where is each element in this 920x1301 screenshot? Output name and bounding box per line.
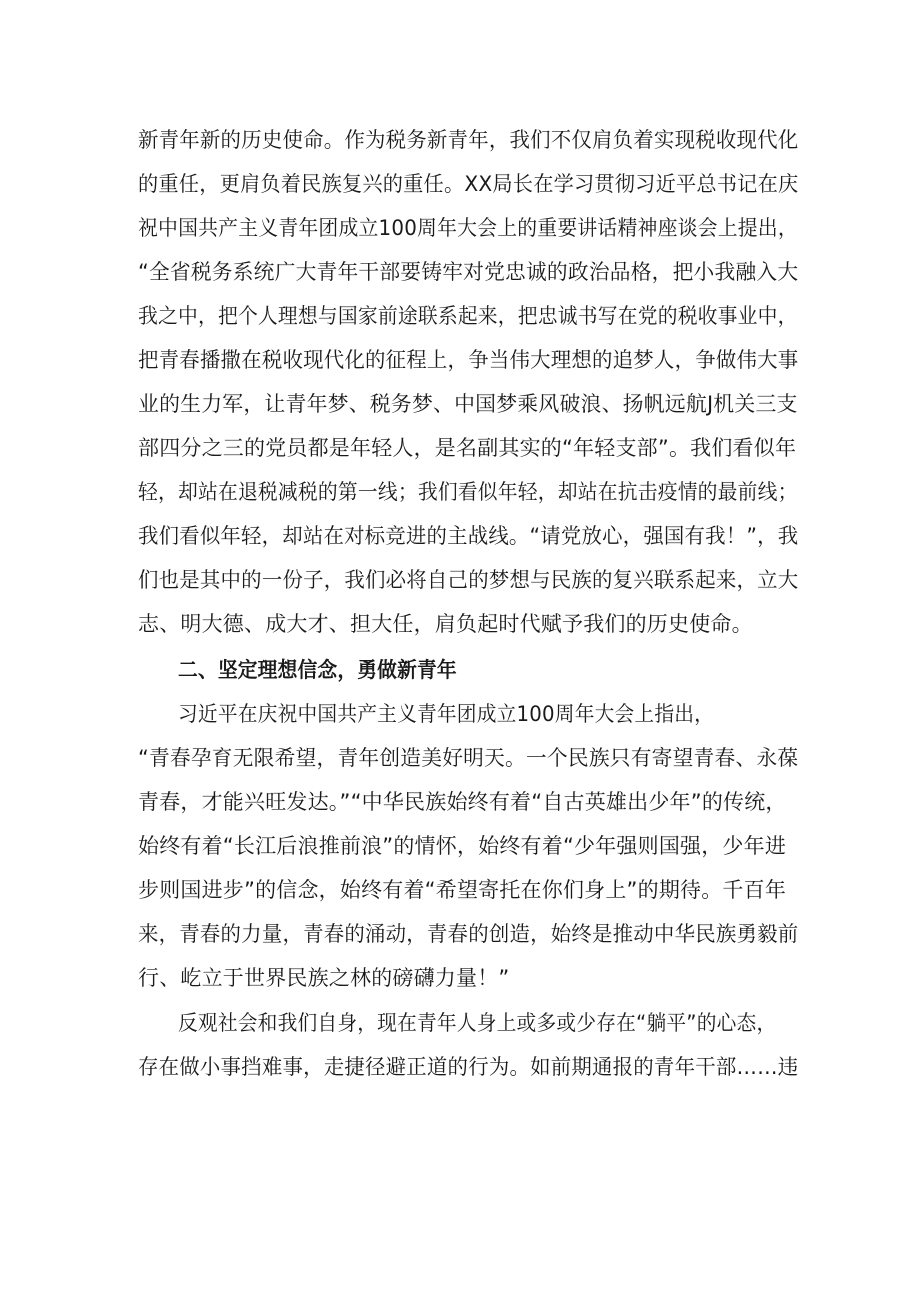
text-line: 存在做小事挡难事，走捷径避正道的行为。如前期通报的青年干部……违 [138,1055,799,1079]
text-line: 我们看似年轻，却站在对标竞进的主战线。“请党放心，强国有我！”，我 [138,524,799,548]
text-line: 行、屹立于世界民族之林的磅礴力量！” [138,966,510,990]
text-line: “青春孕育无限希望，青年创造美好明天。一个民族只有寄望青春、永葆 [138,746,799,770]
section-heading: 二、坚定理想信念，勇做新青年 [178,658,457,682]
text-line: 轻，却站在退税减税的第一线；我们看似年轻，却站在抗击疫情的最前线； [138,480,798,504]
text-line: 把青春播撒在税收现代化的征程上，争当伟大理想的追梦人，争做伟大事 [138,348,799,372]
text-line: 业的生力军，让青年梦、税务梦、中国梦乘风破浪、扬帆远航J机关三支 [138,392,798,416]
text-line: 的重任，更肩负着民族复兴的重任。XX局长在学习贯彻习近平总书记在庆 [138,172,799,196]
text-line: 们也是其中的一份子，我们必将自己的梦想与民族的复兴联系起来，立大 [138,568,799,592]
text-line: 部四分之三的党员都是年轻人，是名副其实的“年轻支部”。我们看似年 [138,436,797,460]
text-line: 步则国进步”的信念，始终有着“希望寄托在你们身上”的期待。千百年 [138,878,787,902]
text-line: 祝中国共产主义青年团成立100周年大会上的重要讲话精神座谈会上提出， [138,216,798,240]
text-line: 我之中，把个人理想与国家前途联系起来，把忠诚书写在党的税收事业中， [138,304,798,328]
text-line: “全省税务系统广大青年干部要铸牢对党忠诚的政治品格，把小我融入大 [138,260,799,284]
text-line: 反观社会和我们自身，现在青年人身上或多或少存在“躺平”的心态， [178,1011,777,1035]
text-line: 始终有着“长江后浪推前浪”的情怀，始终有着“少年强则国强，少年进 [138,834,787,858]
text-line: 新青年新的历史使命。作为税务新青年，我们不仅肩负着实现税收现代化 [138,128,799,152]
text-line: 来，青春的力量，青春的涌动，青春的创造，始终是推动中华民族勇毅前 [138,922,799,946]
text-line: 青春，才能兴旺发达。”“中华民族始终有着“自古英雄出少年”的传统， [138,790,787,814]
text-line: 志、明大德、成大才、担大任，肩负起时代赋予我们的历史使命。 [138,612,753,636]
text-line: 习近平在庆祝中国共产主义青年团成立100周年大会上指出， [178,702,715,726]
